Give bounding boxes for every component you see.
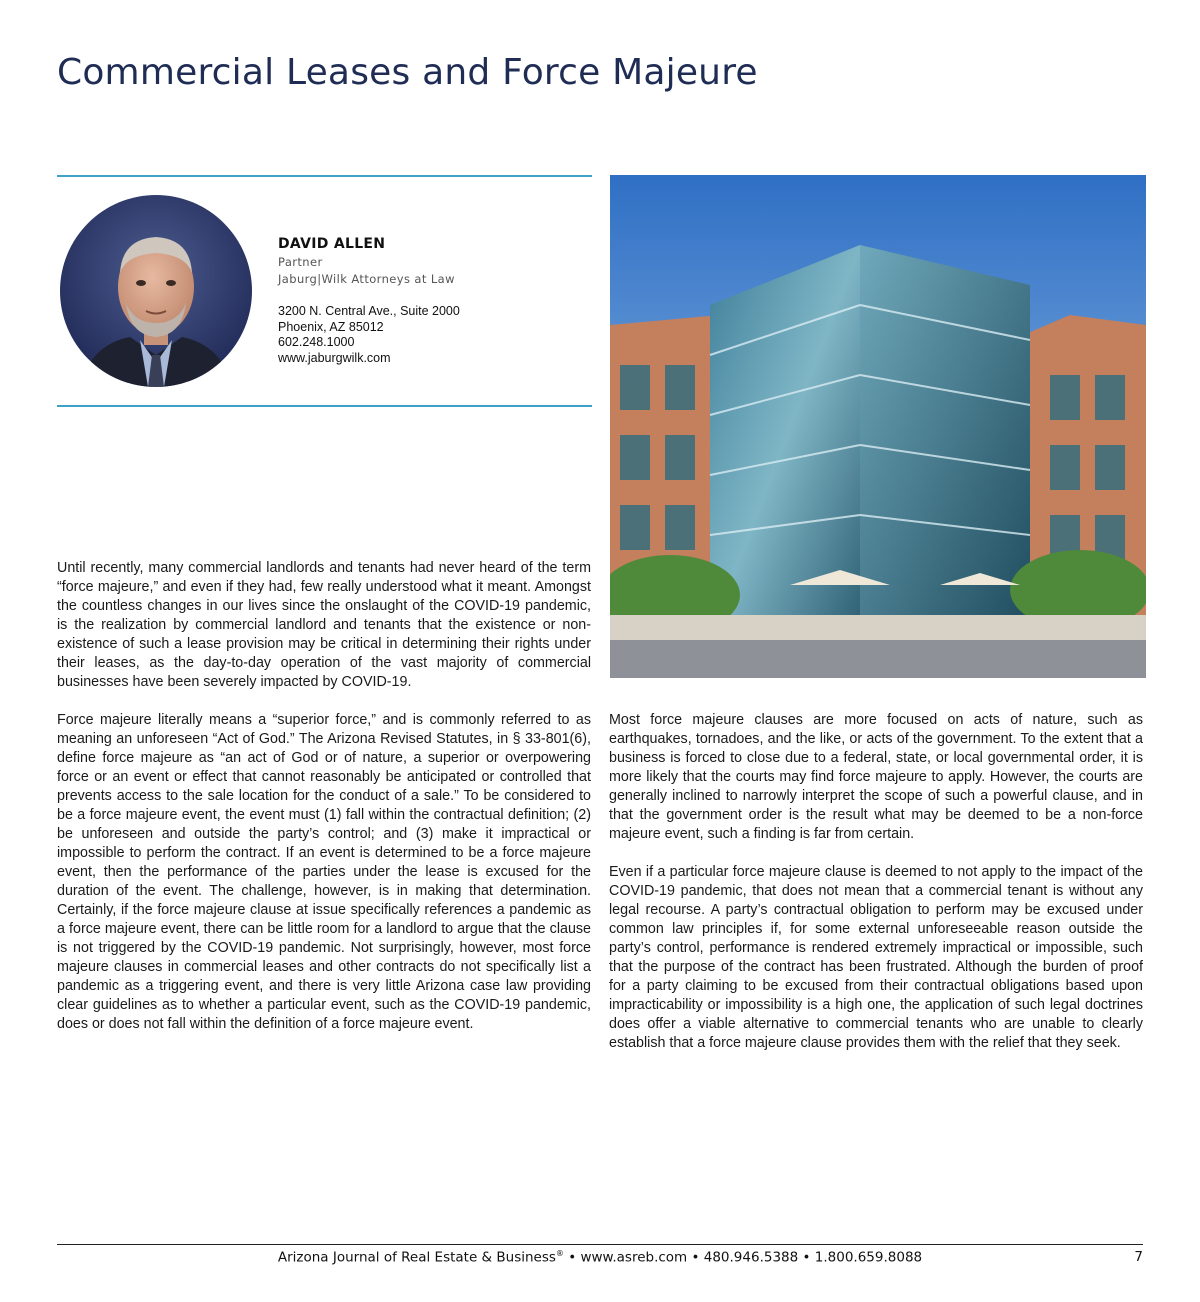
article-body-left-column — [57, 559, 591, 1053]
author-address-line1: 3200 N. Central Ave., Suite 2000 — [278, 304, 460, 318]
author-info — [278, 236, 578, 366]
author-firm: Jaburg|Wilk Attorneys at Law — [278, 272, 455, 286]
footer-divider — [57, 1244, 1143, 1245]
author-phone: 602.248.1000 — [278, 335, 355, 349]
author-website-link[interactable]: www.jaburgwilk.com — [278, 350, 391, 365]
author-name: DAVID ALLEN — [278, 236, 386, 252]
office-building-photo — [610, 175, 1146, 678]
author-box-top-divider — [57, 175, 592, 177]
author-address-line2: Phoenix, AZ 85012 — [278, 319, 384, 334]
article-body-right-column — [609, 711, 1143, 1072]
footer-publication: Arizona Journal of Real Estate & Business — [277, 1249, 556, 1266]
footer-contact: • www.asreb.com • 480.946.5388 • 1.800.659.8088 — [563, 1249, 923, 1266]
author-box-bottom-divider — [57, 405, 592, 407]
author-contact — [278, 304, 578, 366]
registered-mark: ® — [555, 1249, 564, 1258]
body-paragraph: Most force majeure clauses are more focused on acts of nature, such as earthquakes, tornadoes, and the like, or acts of the government. To the extent that a business is forced to close due to a federal, state, or local governmental order, it is more likely that the courts may find force majeure to apply. However, the courts are generally inclined to narrowly interpret the scope of such a powerful clause, and in that the government order is the result what may be deemed to be a non-force majeure event, such a finding is far from certain. — [609, 712, 1143, 842]
author-role: Partner — [278, 255, 323, 269]
page-footer — [57, 1249, 1143, 1266]
page-number: 7 — [1134, 1249, 1143, 1265]
author-photo — [60, 195, 252, 387]
article-title: Commercial Leases and Force Majeure — [57, 52, 758, 93]
body-paragraph: Force majeure literally means a “superior force,” and is commonly referred to as meaning an unforeseen “Act of God.” The Arizona Revised Statutes, in § 33-801(6), define force majeure as “an act of God or of nature, a superior or overpowering force or an event or effect that cannot reasonably be anticipated or controlled that prevents access to the sale location for the conduct of a sale.” To be considered to be a force majeure event, the event must (1) fall within the contractual definition; (2) be unforeseen and outside the party’s control; and (3) make it impractical or impossible to perform the contract. If an event is determined to be a force majeure event, then the performance of the parties under the lease is excused for the duration of the event. The challenge, however, is in making that determination. Certainly, if the force majeure clause at issue specifically references a pandemic as a force majeure event, there can be little room for a landlord to argue that the clause is not triggered by the COVID-19 pandemic. Not surprisingly, however, most force majeure clauses in commercial leases and other contracts do not specifically list a pandemic as a triggering event, and there is very little Arizona case law providing clear guidelines as to whether a particular event, such as the COVID-19 pandemic, does or does not fall within the definition of a force majeure event. — [57, 712, 591, 1032]
body-paragraph: Until recently, many commercial landlords and tenants had never heard of the term “force majeure,” and even if they had, few really understood what it meant. Amongst the countless changes in our lives since the onslaught of the COVID-19 pandemic, is the realization by commercial landlord and tenants that the existence or non-existence of such a lease provision may be critical in determining their rights under their leases, as the day-to-day operation of the vast majority of commercial businesses have been severely impacted by COVID-19. — [57, 560, 591, 690]
body-paragraph: Even if a particular force majeure clause is deemed to not apply to the impact of the COVID-19 pandemic, that does not mean that a commercial tenant is without any legal recourse. A party’s contractual obligation to perform may be excused under common law principles if, for some external unforeseeable reason outside the party’s control, performance is rendered extremely impractical or impossible, such that the purpose of the contract has been frustrated. Although the burden of proof for a party claiming to be excused from their contractual obligations based upon impracticability or impossibility is a high one, the application of such legal doctrines does offer a viable alternative to commercial tenants who are unable to clearly establish that a force majeure clause provides them with the relief that they seek. — [609, 864, 1143, 1051]
